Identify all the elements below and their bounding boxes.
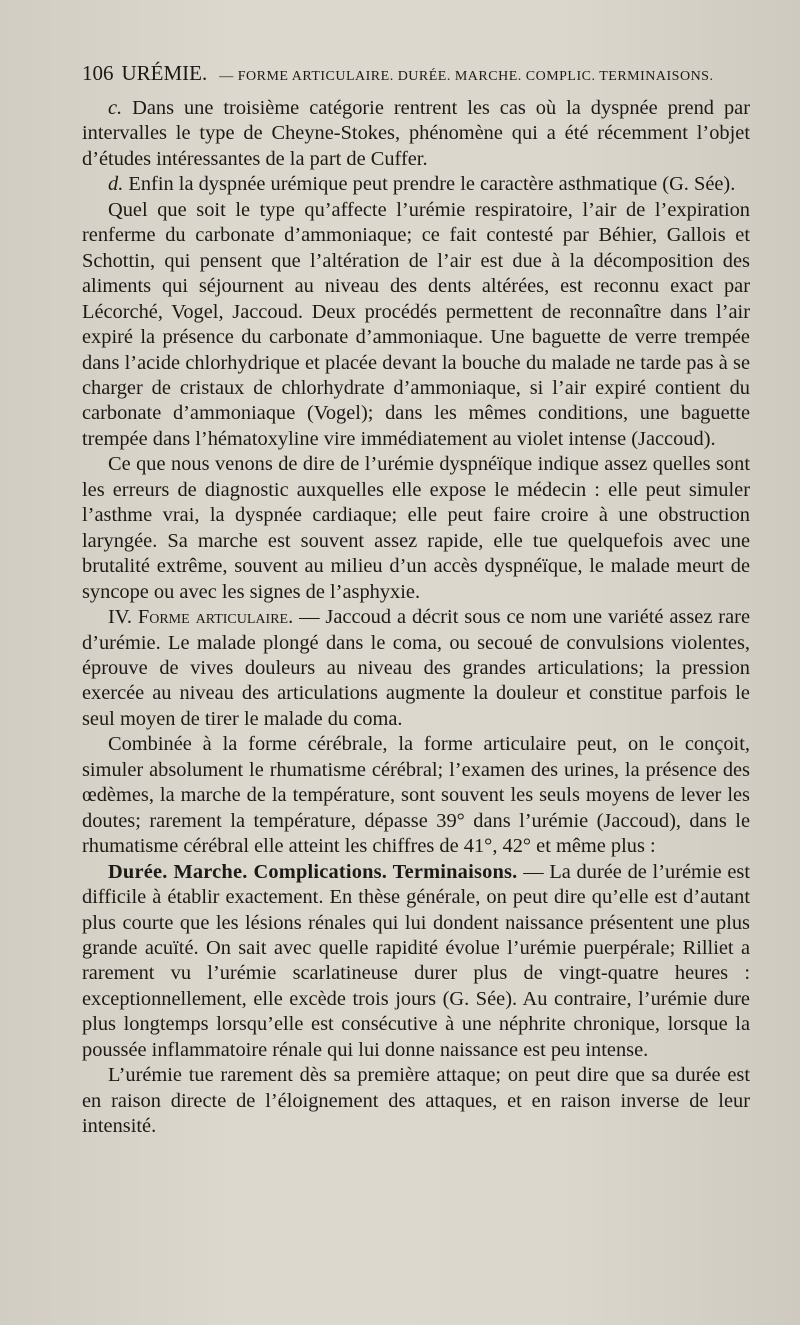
running-title: URÉMIE. (121, 61, 208, 85)
section-heading: IV. Forme articulaire. (108, 606, 294, 629)
paragraph-body: Quel que soit le type qu’affecte l’urémie respiratoire, l’air de l’expiration renferme du carbonate d’ammoniaque; ce fait contesté par Béhier, Gallois et Schottin, qui pensent que l’altération de l’air est due à la décomposition des aliments qui séjournent au niveau des dents altérées, est reconnu exact par Lécorché, Vogel, Jaccoud. Deux procédés permettent de reconnaître dans l’air expiré la présence du carbonate d’ammoniaque. Une baguette de verre trempée dans l’acide chlorhydrique et placée devant la bouche du malade ne tarde pas à se charger de cristaux de chlorhydrate d’ammoniaque, si l’air expiré contient du carbonate d’ammoniaque (Vogel); dans les mêmes conditions, une baguette trempée dans l’hématoxyline vire immédiatement au violet intense (Jaccoud). (82, 198, 750, 450)
paragraph-body: — La durée de l’urémie est difficile à établir exactement. En thèse générale, on peut dire qu’elle est d’autant plus courte que les lésions rénales qui lui dondent naissance présentent une plus grande acuïté. On sait avec quelle rapidité évolue l’urémie puerpérale; Rilliet a rarement vu l’urémie scarlatineuse durer plus de vingt-quatre heures : exceptionnellement, elle excède trois jours (G. Sée). Au contraire, l’urémie dure plus longtemps lorsqu’elle est consécutive à une néphrite chronique, lorsque la poussée inflammatoire rénale qui lui donne naissance est peu intense. (82, 860, 751, 1061)
paragraph-conclusion (82, 1063, 750, 1139)
paragraph-combinee (82, 732, 750, 859)
section-heading: Durée. Marche. Complications. Terminaisons. (108, 860, 518, 883)
paragraph-body: Enfin la dyspnée urémique peut prendre le caractère asthmatique (G. Sée). (123, 173, 736, 196)
running-subtitle: — FORME ARTICULAIRE. DURÉE. MARCHE. COMPLIC. TERMINAISONS. (219, 69, 714, 84)
running-head (82, 58, 750, 92)
paragraph-c (82, 96, 750, 172)
paragraph-body: L’urémie tue rarement dès sa première attaque; on peut dire que sa durée est en raison directe de l’éloignement des attaques, et en raison inverse de leur intensité. (82, 1064, 750, 1138)
paragraph-expiration (82, 198, 750, 453)
paragraph-body: Dans une troisième catégorie rentrent les cas où la dyspnée prend par intervalles le type de Cheyne-Stokes, phénomène qui a été récemment l’objet d’études intéressantes de la part de Cuffer. (82, 97, 750, 170)
paragraph-duree (82, 860, 750, 1064)
page-number: 106 (82, 61, 114, 85)
paragraph-lead: d. (108, 173, 124, 196)
paragraph-diagnostic (82, 452, 750, 605)
paragraph-forme-articulaire (82, 605, 750, 732)
paragraph-d (82, 172, 750, 197)
paragraph-body: Ce que nous venons de dire de l’urémie dyspnéïque indique assez quelles sont les erreurs de diagnostic auxquelles elle expose le médecin : elle peut simuler l’asthme vrai, la dyspnée cardiaque; elle peut faire croire à une obstruction laryngée. Sa marche est souvent assez rapide, elle tue quelquefois avec une brutalité extrême, souvent au milieu d’un accès dyspnéïque, le malade meurt de syncope ou avec les signes de l’asphyxie. (82, 453, 750, 603)
paragraph-body: Combinée à la forme cérébrale, la forme articulaire peut, on le conçoit, simuler absolument le rhumatisme cérébral; l’examen des urines, la présence des œdèmes, la marche de la température, sont souvent les seuls moyens de lever les doutes; rarement la température, dépasse 39° dans l’urémie (Jaccoud), dans le rhumatisme cérébral elle atteint les chiffres de 41°, 42° et même plus : (82, 733, 750, 858)
paragraph-body: — Jaccoud a décrit sous ce nom une variété assez rare d’urémie. Le malade plongé dans le coma, ou secoué de convulsions violentes, éprouve de vives douleurs au niveau des grandes articulations; la pression exercée au niveau des articulations augmente la douleur et constitue parfois le seul moyen de tirer le malade du coma. (82, 606, 750, 730)
paragraph-lead: c. (108, 97, 123, 119)
